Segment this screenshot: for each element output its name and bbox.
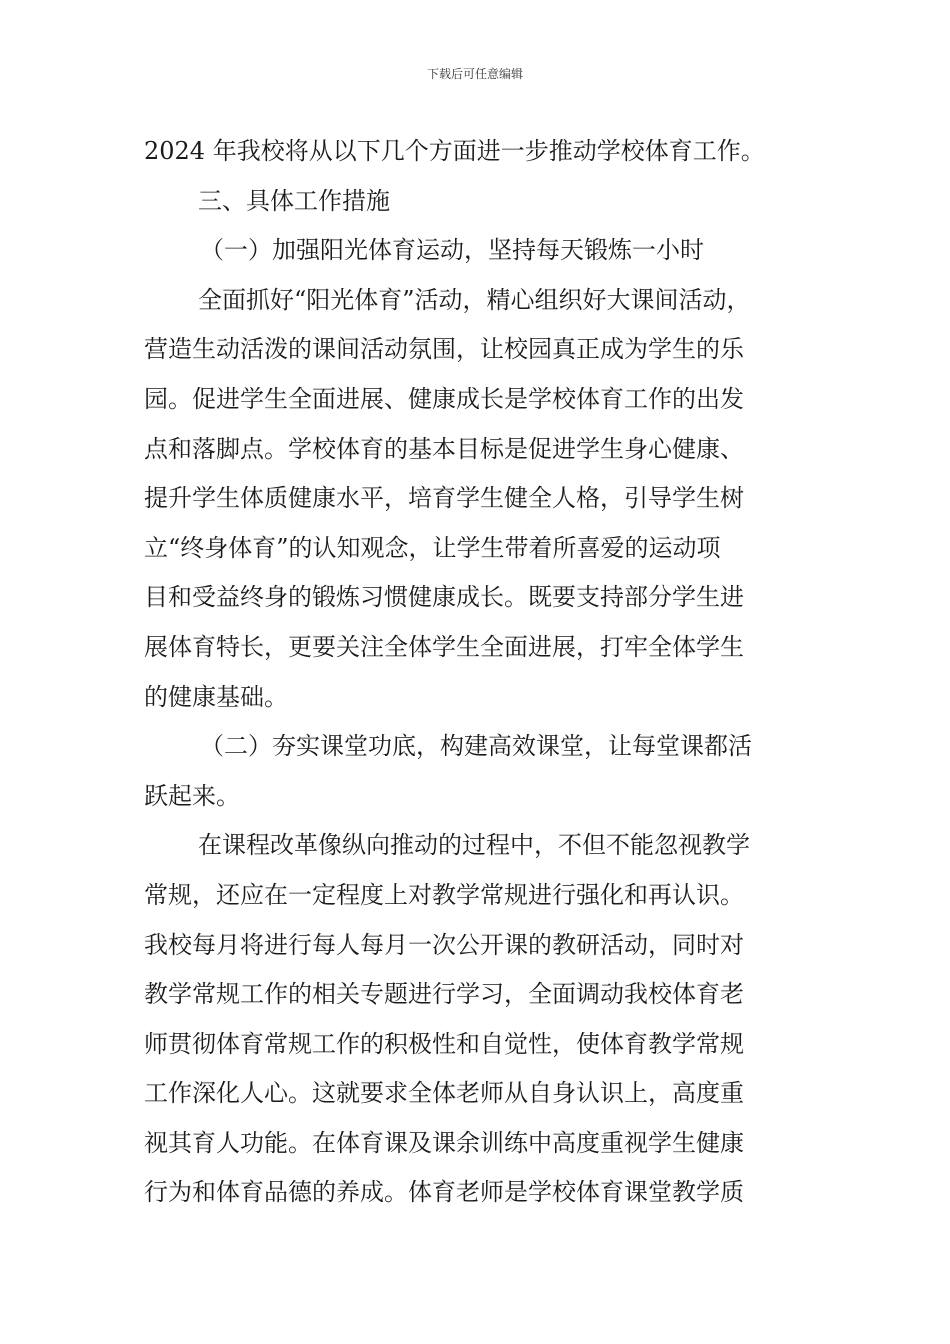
paragraph-line: 点和落脚点。学校体育的基本目标是促进学生身心健康、 xyxy=(144,434,744,463)
paragraph-line: 行为和体育品德的养成。体育老师是学校体育课堂教学质 xyxy=(144,1178,744,1207)
section-heading: 三、具体工作措施 xyxy=(198,186,390,215)
paragraph-line: 营造生动活泼的课间活动氛围，让校园真正成为学生的乐 xyxy=(144,335,744,364)
paragraph-line: 立“终身体育”的认知观念，让学生带着所喜爱的运动项 xyxy=(144,533,721,562)
paragraph-line: 的健康基础。 xyxy=(144,682,288,711)
paragraph-line: 师贯彻体育常规工作的积极性和自觉性，使体育教学常规 xyxy=(144,1029,744,1058)
paragraph-line: 常规，还应在一定程度上对教学常规进行强化和再认识。 xyxy=(144,880,744,909)
paragraph-line: 展体育特长，更要关注全体学生全面进展，打牢全体学生 xyxy=(144,632,744,661)
subsection-heading: （一）加强阳光体育运动，坚持每天锻炼一小时 xyxy=(200,236,704,265)
subsection-heading-continued: 跃起来。 xyxy=(144,781,240,810)
page-header: 下载后可任意编辑 xyxy=(426,67,523,81)
paragraph-line: 园。促进学生全面进展、健康成长是学校体育工作的出发 xyxy=(144,384,744,413)
paragraph-line: 我校每月将进行每人每月一次公开课的教研活动，同时对 xyxy=(144,930,744,959)
paragraph-line: 目和受益终身的锻炼习惯健康成长。既要支持部分学生进 xyxy=(144,583,744,612)
paragraph-line: 全面抓好“阳光体育”活动，精心组织好大课间活动， xyxy=(198,285,751,314)
paragraph-line: 在课程改革像纵向推动的过程中，不但不能忽视教学 xyxy=(198,831,750,860)
document-body xyxy=(144,127,809,1218)
subsection-heading: （二）夯实课堂功底，构建高效课堂，让每堂课都活 xyxy=(200,732,752,761)
paragraph-line: 视其育人功能。在体育课及课余训练中高度重视学生健康 xyxy=(144,1128,744,1157)
paragraph-line: 提升学生体质健康水平，培育学生健全人格，引导学生树 xyxy=(144,484,744,513)
paragraph-line: 2024 年我校将从以下几个方面进一步推动学校体育工作。 xyxy=(144,137,765,165)
paragraph-line: 工作深化人心。这就要求全体老师从自身认识上，高度重 xyxy=(144,1079,744,1108)
paragraph-line: 教学常规工作的相关专题进行学习，全面调动我校体育老 xyxy=(144,980,744,1009)
